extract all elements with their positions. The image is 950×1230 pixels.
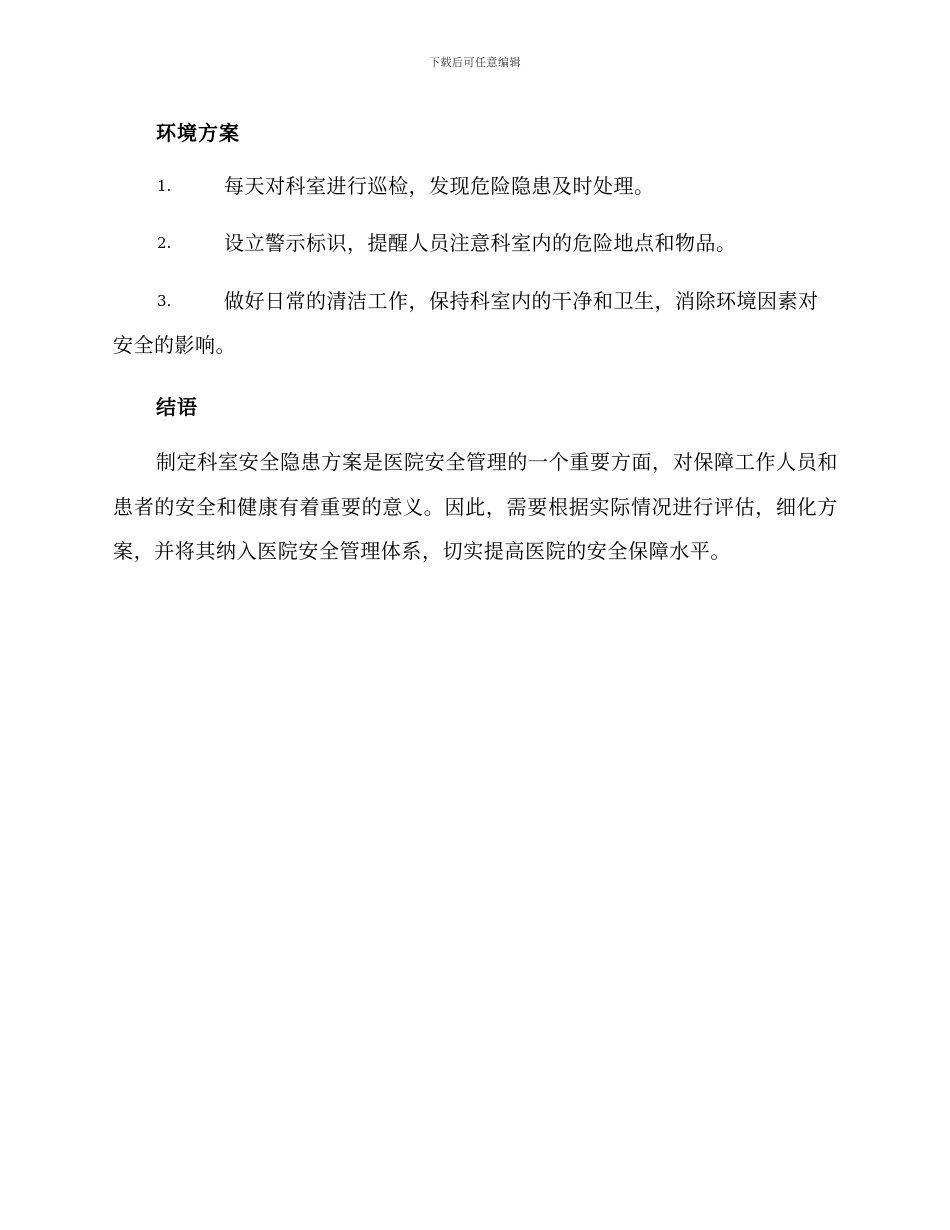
section-heading-environment: 环境方案 — [156, 121, 240, 145]
list-item — [113, 279, 838, 367]
section-heading-conclusion: 结语 — [156, 395, 198, 419]
list-item-text: 做好日常的清洁工作，保持科室内的干净和卫生，消除环境因素对安全的影响。 — [113, 289, 819, 357]
list-item — [113, 221, 838, 265]
list-item — [113, 164, 838, 208]
list-item-text: 设立警示标识，提醒人员注意科室内的危险地点和物品。 — [224, 231, 737, 255]
list-item-number: 3. — [157, 292, 172, 310]
list-item-text: 每天对科室进行巡检，发现危险隐患及时处理。 — [224, 174, 655, 198]
conclusion-paragraph: 制定科室安全隐患方案是医院安全管理的一个重要方面，对保障工作人员和患者的安全和健康有着重要的意义。因此，需要根据实际情况进行评估，细化方案，并将其纳入医院安全管理体系，切实提高医院的安全保障水平。 — [113, 450, 838, 563]
list-item-number: 1. — [157, 177, 172, 195]
list-item-number: 2. — [157, 234, 172, 252]
header-note: 下载后可任意编辑 — [429, 56, 521, 69]
